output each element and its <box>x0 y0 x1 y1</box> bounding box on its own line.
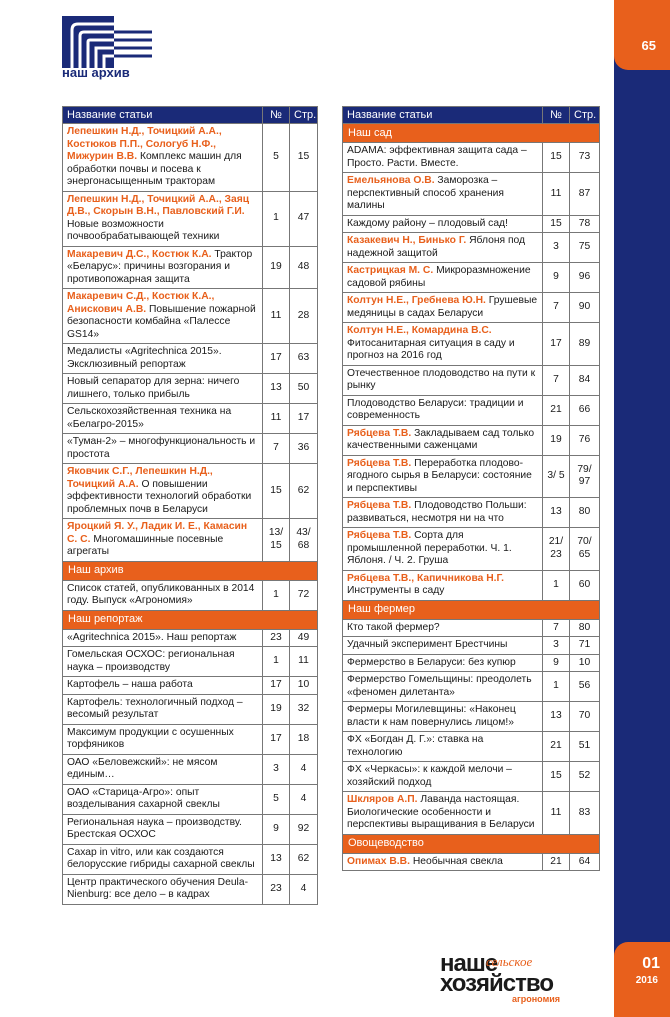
page-number-cell: 36 <box>290 434 318 464</box>
article-cell <box>343 637 543 655</box>
article-title: «Туман-2» – многофункциональность и простота <box>67 436 256 460</box>
table-row <box>63 844 318 874</box>
article-title: Максимум продукции с осушенных торфяников <box>67 726 234 750</box>
brand-line-2: хозяйство <box>440 970 553 997</box>
article-title: Заморозка – перспективный способ хранения малины <box>347 175 504 211</box>
article-authors: Шкляров А.П. <box>347 794 418 805</box>
table-row <box>63 124 318 192</box>
column-title: Название статьи <box>63 107 263 124</box>
article-cell <box>343 233 543 263</box>
table-row <box>343 637 600 655</box>
table-row <box>63 519 318 562</box>
article-cell <box>63 874 263 904</box>
side-band <box>614 0 670 1017</box>
articles-table-left <box>62 106 318 905</box>
page-number-cell: 96 <box>570 263 600 293</box>
page-number-cell: 4 <box>290 754 318 784</box>
article-authors: Рябцева Т.В. <box>347 457 412 469</box>
issue-number-cell: 11 <box>543 792 570 835</box>
issue-number-cell: 3/ 5 <box>543 455 570 498</box>
page-number-cell: 11 <box>290 647 318 677</box>
magazine-brand <box>440 950 610 1010</box>
article-cell <box>63 289 263 344</box>
article-cell <box>63 580 263 610</box>
issue-number-cell: 23 <box>263 874 290 904</box>
table-row <box>63 464 318 519</box>
article-title: ФХ «Черкасы»: к каждой мелочи – хозяйский подход <box>347 764 512 788</box>
table-row <box>63 814 318 844</box>
issue-number-cell: 11 <box>543 173 570 216</box>
section-label: наш архив <box>62 65 130 80</box>
page-number-cell: 90 <box>570 293 600 323</box>
article-authors: Колтун Н.Е., Гребнева Ю.Н. <box>347 295 486 306</box>
article-title: Микроразмножение садовой рябины <box>347 265 531 289</box>
article-title: Региональная наука – производству. Брестская ОСХОС <box>67 816 242 840</box>
article-title: Сахар in vitro, или как создаются белорусские гибриды сахарной свеклы <box>67 846 255 870</box>
table-row <box>343 732 600 762</box>
article-title: Список статей, опубликованных в 2014 году. Выпуск «Агрономия» <box>67 582 255 606</box>
issue-number-cell: 7 <box>543 619 570 637</box>
issue-number-cell: 23 <box>263 629 290 647</box>
table-header <box>63 107 318 124</box>
issue-number-cell: 19 <box>263 246 290 289</box>
issue-number-cell: 15 <box>543 762 570 792</box>
table-row <box>343 365 600 395</box>
article-cell <box>63 374 263 404</box>
table-row <box>63 629 318 647</box>
article-title: Комплекс машин для обработки почвы и посева к энергонасыщенным тракторам <box>67 151 242 187</box>
article-cell <box>63 754 263 784</box>
article-title: ОАО «Старица-Агро»: опыт возделывания сахарной свеклы <box>67 786 220 810</box>
table-row <box>63 580 318 610</box>
article-cell <box>63 694 263 724</box>
issue-number-cell: 21 <box>543 853 570 871</box>
article-cell <box>63 464 263 519</box>
article-title: Фитосанитарная ситуация в саду и прогноз на 2016 год <box>347 337 515 361</box>
article-title: Лаванда настоящая. Биологические особенности и перспективы выращивания в Беларуси <box>347 794 535 830</box>
issue-number-cell: 19 <box>543 425 570 455</box>
issue-number-cell: 5 <box>263 784 290 814</box>
issue-number-cell: 21 <box>543 732 570 762</box>
article-cell <box>343 792 543 835</box>
table-row <box>343 528 600 571</box>
table-row <box>63 647 318 677</box>
page-number-cell: 43/ 68 <box>290 519 318 562</box>
page-number-cell: 72 <box>290 580 318 610</box>
table-row <box>343 853 600 871</box>
table-row <box>63 784 318 814</box>
article-cell <box>343 570 543 600</box>
table-row <box>343 143 600 173</box>
section-title: Наш сад <box>343 124 600 143</box>
article-title: ФХ «Богдан Д. Г.»: ставка на технологию <box>347 734 484 758</box>
issue-number-cell: 9 <box>543 263 570 293</box>
article-authors: Казакевич Н., Бинько Г. <box>347 235 467 246</box>
table-row <box>63 724 318 754</box>
table-row <box>63 344 318 374</box>
article-authors: Кастрицкая М. С. <box>347 265 434 276</box>
page-number-cell: 56 <box>570 672 600 702</box>
article-cell <box>343 762 543 792</box>
article-title: Закладываем сад только качественными саженцами <box>347 427 535 451</box>
article-cell <box>343 498 543 528</box>
article-title: О повышении эффективности технологий обработки проблемных почв в Беларуси <box>67 478 252 515</box>
article-title: Новый сепаратор для зерна: ничего лишнего, только прибыль <box>67 376 240 400</box>
table-row <box>343 792 600 835</box>
page-number-cell: 50 <box>290 374 318 404</box>
brand-script: сельское <box>486 954 533 969</box>
article-cell <box>63 124 263 192</box>
issue-number-cell: 17 <box>263 344 290 374</box>
article-cell <box>343 395 543 425</box>
page-number-cell: 32 <box>290 694 318 724</box>
issue-number-cell: 1 <box>263 580 290 610</box>
table-row <box>63 874 318 904</box>
page-number-cell: 4 <box>290 784 318 814</box>
table-row <box>343 570 600 600</box>
page-number-cell: 80 <box>570 498 600 528</box>
table-row <box>63 754 318 784</box>
page-number-cell: 10 <box>290 677 318 695</box>
table-row <box>63 677 318 695</box>
table-row <box>63 694 318 724</box>
section-title: Наш фермер <box>343 600 600 619</box>
article-authors: Рябцева Т.В. <box>347 427 412 439</box>
page-number-cell: 48 <box>290 246 318 289</box>
article-cell <box>63 677 263 695</box>
table-row <box>343 455 600 498</box>
article-cell <box>63 784 263 814</box>
article-cell <box>63 844 263 874</box>
page-number-cell: 84 <box>570 365 600 395</box>
issue-number-cell: 1 <box>543 672 570 702</box>
column-page: Стр. <box>290 107 318 124</box>
article-cell <box>343 654 543 672</box>
article-title: Плодоводство Польши: развиваться, несмотря ни на что <box>347 500 527 524</box>
column-title: Название статьи <box>343 107 543 124</box>
issue-number-cell: 7 <box>543 293 570 323</box>
page-number-cell: 70/ 65 <box>570 528 600 571</box>
issue-number-cell: 1 <box>543 570 570 600</box>
table-row <box>343 395 600 425</box>
article-authors: Колтун Н.Е., Комардина В.С. <box>347 325 492 336</box>
page-number-cell: 60 <box>570 570 600 600</box>
article-title: Переработка плодово-ягодного сырья в Беларуси: состояние и перспективы <box>347 457 532 494</box>
page-number-cell: 62 <box>290 464 318 519</box>
column-number: № <box>543 107 570 124</box>
section-row <box>343 834 600 853</box>
article-cell <box>343 365 543 395</box>
article-cell <box>63 191 263 246</box>
table-row <box>343 425 600 455</box>
article-cell <box>343 853 543 871</box>
page-number-cell: 92 <box>290 814 318 844</box>
page-number: 65 <box>641 38 656 53</box>
article-title: Яблоня под надежной защитой <box>347 235 526 259</box>
issue-number-cell: 9 <box>263 814 290 844</box>
article-title: Сорта для промышленной переработки. Ч. 1. Яблоня. / Ч. 2. Груша <box>347 530 512 566</box>
page-number-cell: 49 <box>290 629 318 647</box>
article-title: «Agritechnica 2015». Наш репортаж <box>67 631 237 643</box>
page-number-cell: 64 <box>570 853 600 871</box>
issue-number-cell: 17 <box>263 724 290 754</box>
table-row <box>343 672 600 702</box>
article-cell <box>63 814 263 844</box>
article-authors: Опимах В.В. <box>347 855 410 867</box>
issue-number-cell: 13 <box>263 844 290 874</box>
page-number-cell: 4 <box>290 874 318 904</box>
issue-number-cell: 11 <box>263 289 290 344</box>
page-number-cell: 79/ 97 <box>570 455 600 498</box>
article-title: Картофель – наша работа <box>67 679 193 690</box>
issue-number-cell: 13 <box>543 702 570 732</box>
table-row <box>343 619 600 637</box>
page-number-cell: 87 <box>570 173 600 216</box>
table-row <box>343 215 600 233</box>
article-authors: Рябцева Т.В. <box>347 500 412 511</box>
page-number-cell: 78 <box>570 215 600 233</box>
section-row <box>343 124 600 143</box>
table-row <box>63 404 318 434</box>
article-cell <box>343 455 543 498</box>
article-title: Сельскохозяйственная техника на «Белагро-2015» <box>67 406 232 430</box>
article-title: Многомашинные посевные агрегаты <box>67 533 224 557</box>
issue-number-cell: 1 <box>263 191 290 246</box>
issue-number-cell: 17 <box>543 323 570 366</box>
issue-number-cell: 13 <box>263 374 290 404</box>
table-row <box>63 191 318 246</box>
article-authors: Макаревич С.Д., Костюк К.А., Анискович А.В. <box>67 291 215 315</box>
article-title: Грушевые медяницы в садах Беларуси <box>347 295 538 319</box>
issue-year: 2016 <box>635 975 658 986</box>
page-number-cell: 10 <box>570 654 600 672</box>
page-number-cell: 63 <box>290 344 318 374</box>
issue-number-cell: 17 <box>263 677 290 695</box>
article-authors: Яковчик С.Г., Лепешкин Н.Д., Точицкий А.А. <box>67 466 213 490</box>
section-title: Наш архив <box>63 561 318 580</box>
article-cell <box>63 629 263 647</box>
table-row <box>343 263 600 293</box>
table-row <box>63 434 318 464</box>
issue-number-cell: 15 <box>543 143 570 173</box>
issue-number-cell: 1 <box>263 647 290 677</box>
article-title: Новые возможности почвообрабатывающей техники <box>67 218 220 242</box>
issue-number: 01 <box>642 955 660 972</box>
article-title: Необычная свекла <box>409 855 503 867</box>
page-number-cell: 62 <box>290 844 318 874</box>
issue-number-cell: 19 <box>263 694 290 724</box>
table-row <box>343 323 600 366</box>
page-number-cell: 47 <box>290 191 318 246</box>
page-number-cell: 83 <box>570 792 600 835</box>
article-authors: Рябцева Т.В. <box>347 530 412 541</box>
article-title: Фермерство в Беларуси: без купюр <box>347 656 516 668</box>
section-row <box>63 561 318 580</box>
page-number-cell: 17 <box>290 404 318 434</box>
table-row <box>63 246 318 289</box>
issue-number-cell: 13 <box>543 498 570 528</box>
table-row <box>343 293 600 323</box>
table-row <box>63 374 318 404</box>
article-cell <box>343 619 543 637</box>
article-cell <box>343 528 543 571</box>
page-number-cell: 75 <box>570 233 600 263</box>
table-row <box>343 233 600 263</box>
article-title: Фермеры Могилевщины: «Наконец власти к нам повернулись лицом!» <box>347 704 516 728</box>
page-number-cell: 71 <box>570 637 600 655</box>
table-header <box>343 107 600 124</box>
article-title: Кто такой фермер? <box>347 621 440 633</box>
article-authors: Макаревич Д.С., Костюк К.А. <box>67 248 212 260</box>
article-title: Фермерство Гомельщины: преодолеть «феномен дилетанта» <box>347 674 532 698</box>
article-title: Центр практического обучения Deula-Nienburg: все дело – в кадрах <box>67 876 248 900</box>
article-cell <box>343 215 543 233</box>
article-cell <box>63 647 263 677</box>
issue-number-cell: 7 <box>263 434 290 464</box>
page-number-cell: 15 <box>290 124 318 192</box>
article-cell <box>343 732 543 762</box>
article-title: Отечественное плодоводство на пути к рынку <box>347 367 536 391</box>
article-cell <box>343 702 543 732</box>
section-row <box>63 610 318 629</box>
section-title: Овощеводство <box>343 834 600 853</box>
page-number-cell: 70 <box>570 702 600 732</box>
table-row <box>343 702 600 732</box>
archive-logo-icon <box>62 16 152 68</box>
table-row <box>343 654 600 672</box>
article-title: Плодоводство Беларуси: традиции и современность <box>347 397 524 421</box>
table-row <box>63 289 318 344</box>
article-title: Повышение пожарной безопасности комбайна «Палессе GS14» <box>67 303 256 340</box>
page-number-cell: 51 <box>570 732 600 762</box>
page-tab <box>614 0 670 70</box>
article-authors: Лепешкин Н.Д., Точицкий А.А., Заяц Д.В., Скорын В.Н., Павловский Г.И. <box>67 193 250 217</box>
article-authors: Яроцкий Я. У., Ладик И. Е., Камасин С. С. <box>67 521 248 545</box>
issue-number-cell: 13/ 15 <box>263 519 290 562</box>
issue-number-cell: 15 <box>543 215 570 233</box>
article-title: Гомельская ОСХОС: региональная наука – производству <box>67 649 235 673</box>
article-cell <box>63 246 263 289</box>
issue-number-cell: 21 <box>543 395 570 425</box>
article-cell <box>343 143 543 173</box>
column-page: Стр. <box>570 107 600 124</box>
article-cell <box>343 293 543 323</box>
table-row <box>343 173 600 216</box>
issue-number-cell: 3 <box>543 637 570 655</box>
article-cell <box>63 434 263 464</box>
page-number-cell: 18 <box>290 724 318 754</box>
article-cell <box>343 173 543 216</box>
section-title: Наш репортаж <box>63 610 318 629</box>
article-title: Удачный эксперимент Брестчины <box>347 639 508 650</box>
page-number-cell: 76 <box>570 425 600 455</box>
issue-number-cell: 3 <box>263 754 290 784</box>
article-cell <box>343 672 543 702</box>
table-row <box>343 762 600 792</box>
article-cell <box>63 519 263 562</box>
issue-number-cell: 3 <box>543 233 570 263</box>
article-cell <box>343 263 543 293</box>
article-cell <box>63 404 263 434</box>
article-title: ADAMA: эффективная защита сада – Просто. Расти. Вместе. <box>347 145 527 169</box>
issue-number-cell: 15 <box>263 464 290 519</box>
page-number-cell: 80 <box>570 619 600 637</box>
article-title: Инструменты в саду <box>347 585 445 596</box>
articles-table-right <box>342 106 600 871</box>
article-title: Каждому району – плодовый сад! <box>347 217 508 229</box>
page-number-cell: 89 <box>570 323 600 366</box>
section-row <box>343 600 600 619</box>
issue-number-cell: 11 <box>263 404 290 434</box>
column-number: № <box>263 107 290 124</box>
article-title: Трактор «Беларус»: причины возгорания и противопожарная защита <box>67 248 253 285</box>
page-number-cell: 73 <box>570 143 600 173</box>
article-cell <box>343 323 543 366</box>
issue-number-cell: 9 <box>543 654 570 672</box>
page-number-cell: 28 <box>290 289 318 344</box>
article-cell <box>343 425 543 455</box>
brand-subtitle: агрономия <box>512 994 561 1004</box>
article-title: Картофель: технологичный подход – весомый результат <box>67 696 243 720</box>
issue-number-cell: 21/ 23 <box>543 528 570 571</box>
article-authors: Емельянова О.В. <box>347 175 435 186</box>
page-number-cell: 52 <box>570 762 600 792</box>
article-cell <box>63 724 263 754</box>
page-number-cell: 66 <box>570 395 600 425</box>
table-row <box>343 498 600 528</box>
brand-line-1: наше <box>440 950 498 977</box>
issue-number-cell: 5 <box>263 124 290 192</box>
issue-number-cell: 7 <box>543 365 570 395</box>
article-title: Медалисты «Agritechnica 2015». Эксклюзивный репортаж <box>67 346 222 370</box>
article-authors: Рябцева Т.В., Капичникова Н.Г. <box>347 572 504 584</box>
article-title: ОАО «Беловежский»: не мясом единым… <box>67 756 218 780</box>
article-authors: Лепешкин Н.Д., Точицкий А.А., Костюков П.П., Сологуб Н.Ф., Мижурин В.В. <box>67 126 222 162</box>
article-cell <box>63 344 263 374</box>
